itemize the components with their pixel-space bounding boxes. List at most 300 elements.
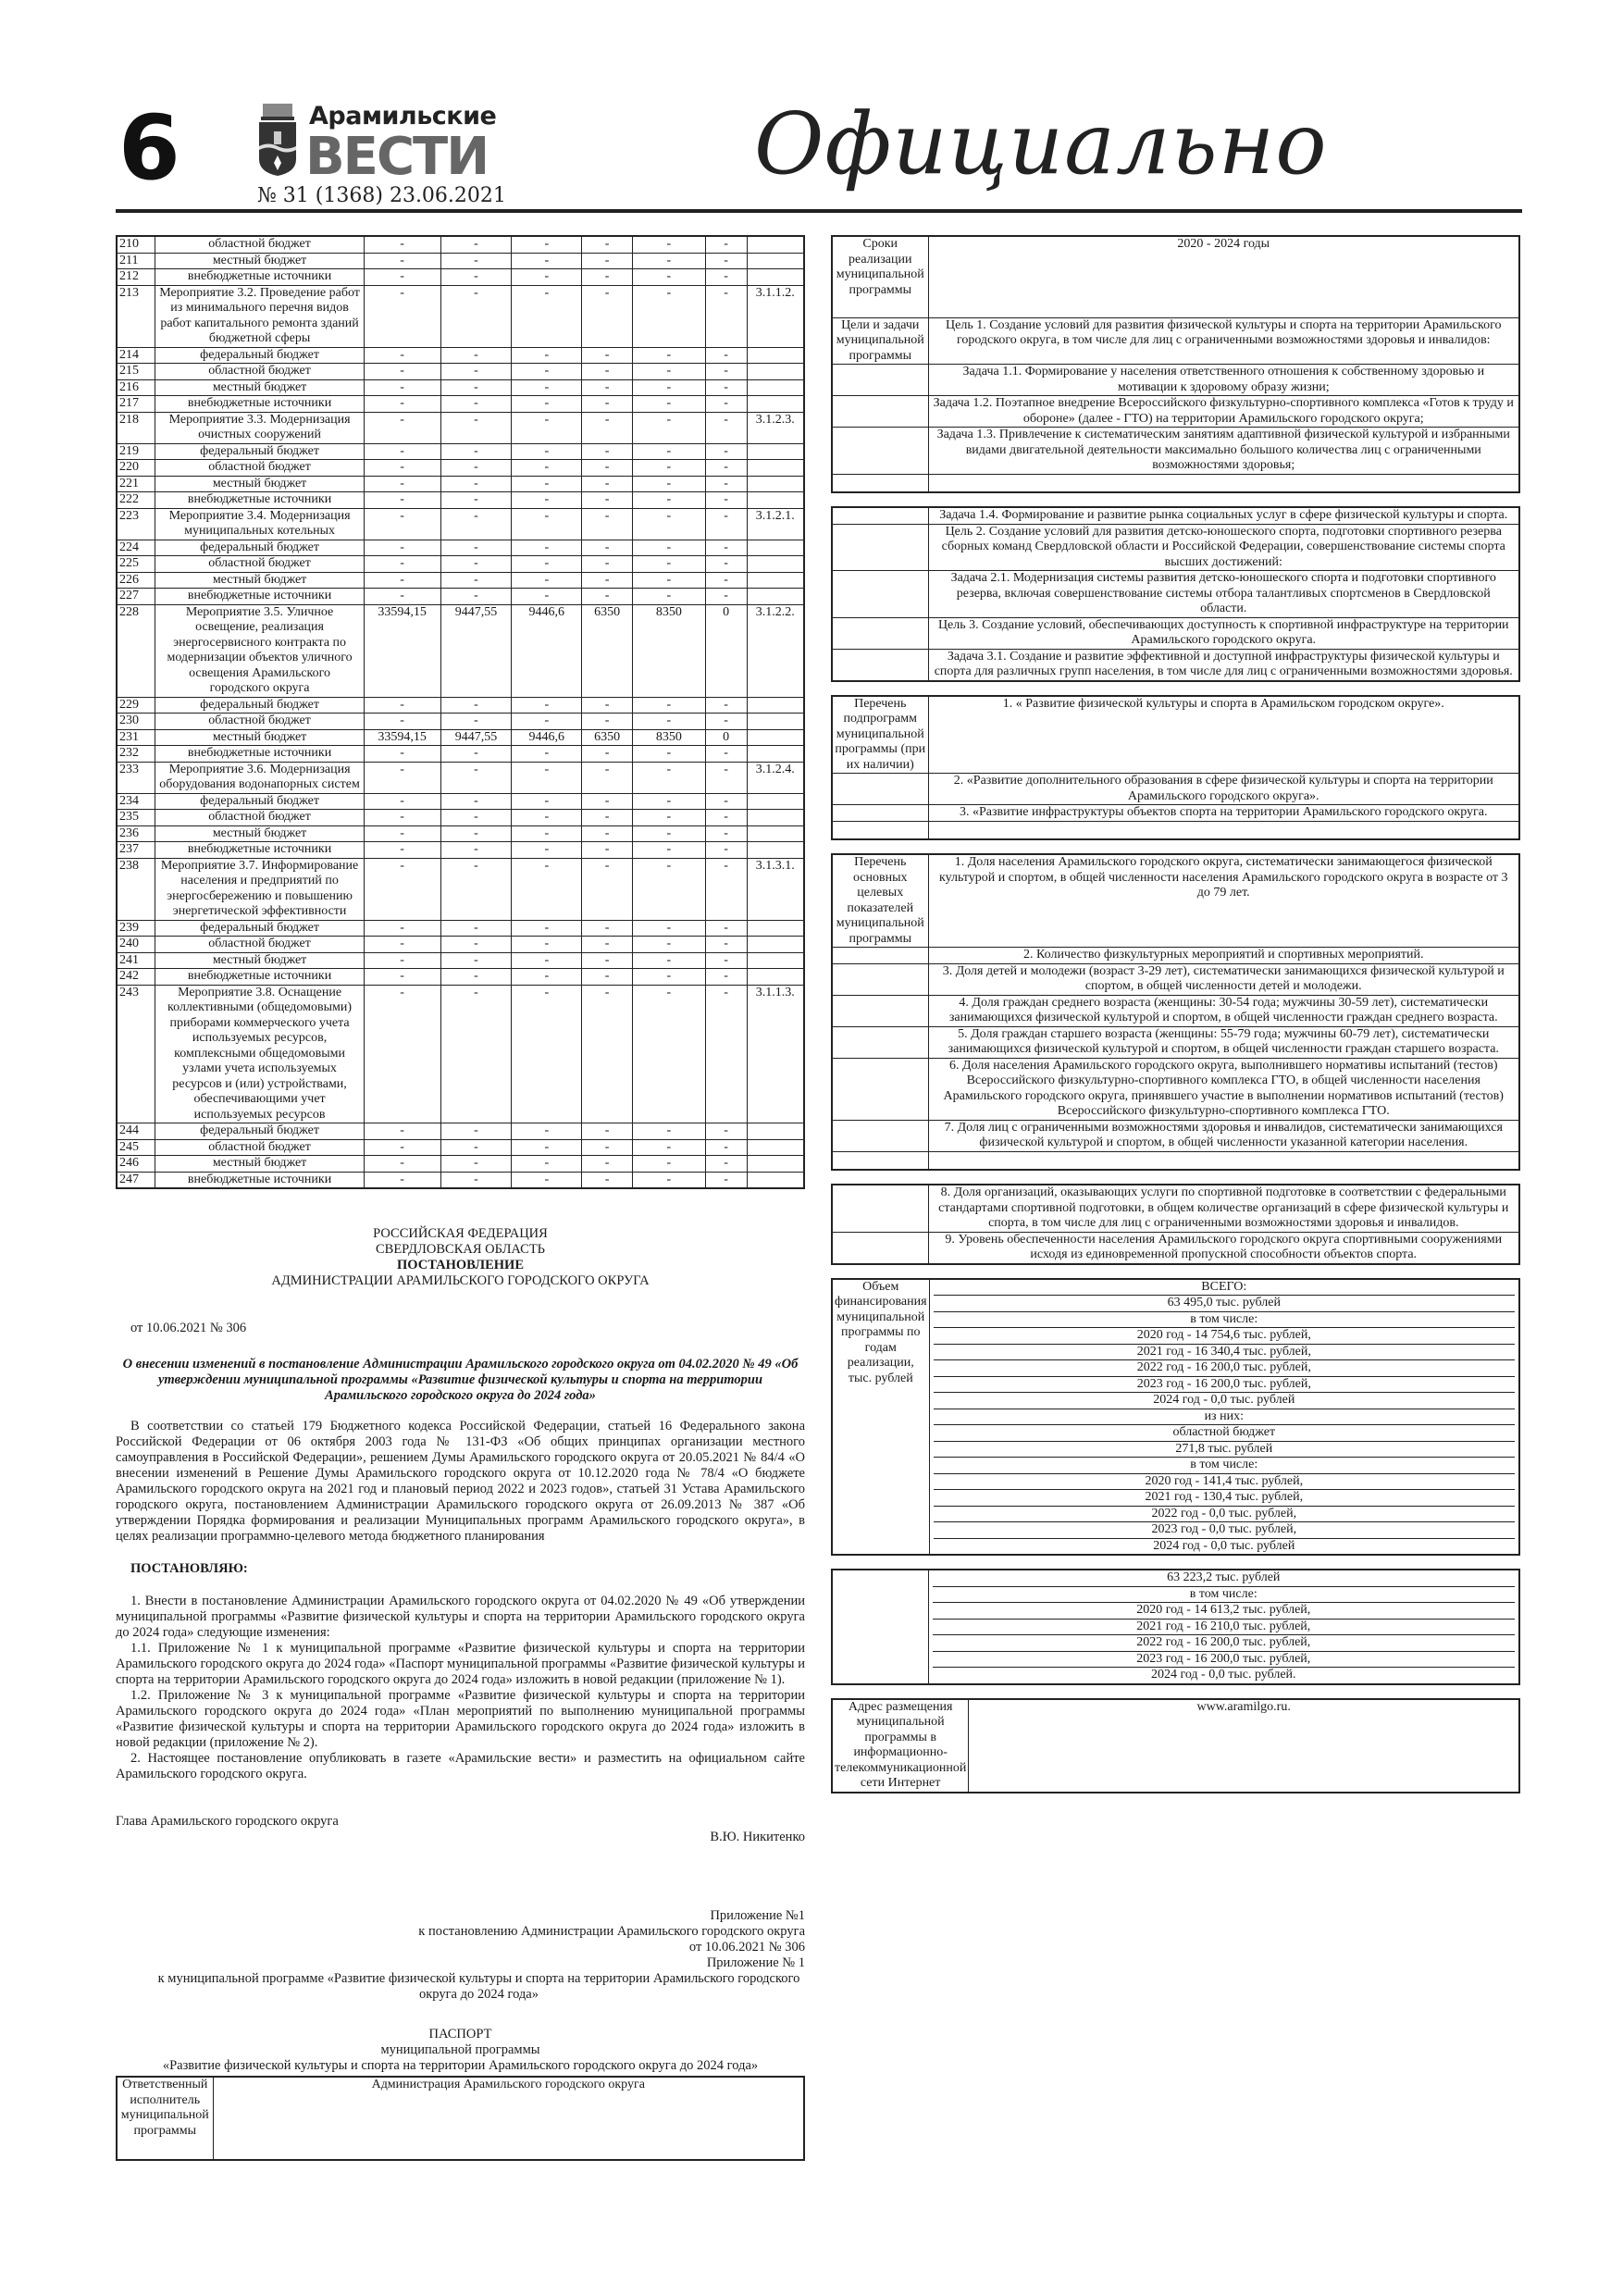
decree-item: 2. Настоящее постановление опубликовать в газете «Арамильские вести» и разместить на официальном сайте Арамильского городского округа.: [116, 1751, 805, 1781]
passport-line: 2020 год - 141,4 тыс. рублей,: [934, 1473, 1515, 1490]
passport-label: [832, 774, 928, 805]
row-target: [747, 937, 804, 953]
passport-table: [831, 235, 1520, 1806]
row-value: -: [582, 1172, 633, 1188]
passport-line: 6. Доля населения Арамильского городского округа, выполнившего нормативы испытаний (тестов) Всероссийского физкультурно-спортивного комплекса ГТО, в общей численности населения Арамильского городского округа, принявшего участие в выполнении нормативов испытаний (тестов) Всероссийского физкультурно-спортивного комплекса ГТО.: [943, 1058, 1504, 1118]
passport-label: [832, 428, 928, 475]
row-value: -: [364, 364, 440, 380]
row-number: 219: [117, 443, 155, 460]
row-value: -: [633, 697, 706, 714]
row-value: -: [633, 572, 706, 589]
table-row: [117, 810, 804, 826]
row-target: 3.1.2.2.: [747, 604, 804, 697]
row-value: -: [440, 810, 512, 826]
row-value: -: [582, 793, 633, 810]
passport-line: 2020 год - 14 754,6 тыс. рублей,: [934, 1327, 1515, 1344]
row-value: -: [440, 969, 512, 986]
passport-line: 2022 год - 16 200,0 тыс. рублей,: [934, 1359, 1515, 1376]
row-value: -: [364, 937, 440, 953]
row-name: областной бюджет: [155, 364, 364, 380]
row-value: -: [633, 952, 706, 969]
decree-preamble: В соответствии со статьей 179 Бюджетного кодекса Российской Федерации, статьей 16 Федерального закона Российской Федерации от 06 октября 2003 года № 131-ФЗ «Об общих принципах организации местного самоуправления в Российской Федерации», решением Думы Арамильского городского округа от 20.05.2021 № 84/4 «О внесении изменений в Решение Думы Арамильского городского округа от 10.12.2020 года № 78/4 «О бюджете Арамильского городского округа на 2021 год и плановый период 2022 и 2023 годов», статьей 31 Устава Арамильского городского округа, постановлением Администрации Арамильского городского округа от 26.09.2013 № 387 «Об утверждении Порядка формирования и реализации Муниципальных программ Арамильского городского округа», в целях реализации программно-целевого метода бюджетного планирования: [116, 1419, 805, 1544]
row-name: федеральный бюджет: [155, 540, 364, 556]
row-value: -: [512, 269, 582, 286]
row-value: -: [705, 347, 747, 364]
row-value: -: [705, 492, 747, 509]
row-value: -: [512, 492, 582, 509]
row-value: -: [633, 443, 706, 460]
passport-label: [832, 1120, 928, 1151]
row-name: местный бюджет: [155, 729, 364, 746]
passport-line: 2022 год - 0,0 тыс. рублей,: [934, 1506, 1515, 1522]
row-name: местный бюджет: [155, 253, 364, 269]
row-number: 233: [117, 762, 155, 793]
row-value: -: [440, 540, 512, 556]
row-value: -: [364, 810, 440, 826]
passport-label: Цели и задачи муниципальной программы: [832, 317, 928, 365]
passport-label: [832, 963, 928, 995]
passport-row: [832, 365, 1519, 396]
row-target: [747, 476, 804, 492]
row-value: -: [582, 858, 633, 920]
table-row: [117, 396, 804, 413]
row-name: Мероприятие 3.3. Модернизация очистных сооружений: [155, 412, 364, 443]
row-value: -: [705, 969, 747, 986]
row-target: [747, 556, 804, 573]
passport-value: [928, 948, 1519, 964]
row-value: -: [440, 412, 512, 443]
row-name: внебюджетные источники: [155, 842, 364, 859]
passport-value: [928, 1026, 1519, 1058]
row-name: местный бюджет: [155, 825, 364, 842]
row-value: -: [440, 589, 512, 605]
row-number: 222: [117, 492, 155, 509]
appendix-line: Приложение №1: [710, 1908, 805, 1923]
row-value: -: [512, 985, 582, 1123]
row-value: -: [633, 412, 706, 443]
row-value: -: [364, 697, 440, 714]
passport-row: [832, 696, 1519, 774]
row-value: -: [705, 364, 747, 380]
row-value: -: [582, 697, 633, 714]
passport-line: Задача 1.2. Поэтапное внедрение Всероссийского физкультурно-спортивного комплекса «Готов к труду и обороне» (далее - ГТО) на территории Арамильского городского округа;: [933, 396, 1514, 426]
row-value: -: [633, 379, 706, 396]
row-number: 240: [117, 937, 155, 953]
passport-line: 63 223,2 тыс. рублей: [1167, 1570, 1281, 1584]
passport-label: [832, 617, 928, 649]
row-value: -: [512, 540, 582, 556]
row-value: -: [512, 762, 582, 793]
row-value: -: [364, 460, 440, 477]
row-value: 33594,15: [364, 604, 440, 697]
passport-block: [831, 1184, 1520, 1265]
passport-line: 3. «Развитие инфраструктуры объектов спорта на территории Арамильского городского округа.: [960, 805, 1488, 819]
row-value: 9446,6: [512, 604, 582, 697]
table-row: [117, 1156, 804, 1173]
passport-label: Перечень основных целевых показателей муниципальной программы: [832, 854, 928, 948]
row-value: -: [633, 825, 706, 842]
row-target: 3.1.2.1.: [747, 508, 804, 540]
coat-of-arms-icon: [257, 104, 298, 178]
row-value: -: [364, 236, 440, 253]
row-value: -: [633, 985, 706, 1123]
passport-row: [832, 617, 1519, 649]
row-value: -: [582, 285, 633, 347]
decree-resolve: ПОСТАНОВЛЯЮ:: [130, 1561, 248, 1576]
row-target: [747, 589, 804, 605]
passport-row: [832, 1185, 1519, 1232]
passport-line: 271,8 тыс. рублей: [934, 1441, 1515, 1458]
row-name: внебюджетные источники: [155, 1172, 364, 1188]
row-value: -: [440, 697, 512, 714]
row-name: федеральный бюджет: [155, 920, 364, 937]
decree-title: О внесении изменений в постановление Администрации Арамильского городского округа от 04.02.2020 № 49 «Об утверждении муниципальной программы «Развитие физической культуры и спорта на территории Арамильского городского округа до 2024 года»: [122, 1357, 799, 1403]
passport-line: из них:: [934, 1409, 1515, 1425]
row-value: -: [364, 746, 440, 763]
row-target: [747, 269, 804, 286]
row-name: федеральный бюджет: [155, 347, 364, 364]
row-value: -: [633, 793, 706, 810]
logo-title-top: Арамильские: [309, 102, 497, 130]
row-value: -: [364, 952, 440, 969]
passport-value: [928, 854, 1519, 948]
row-value: -: [440, 858, 512, 920]
passport-value: [928, 649, 1519, 681]
passport-line: в том числе:: [934, 1311, 1515, 1328]
row-value: 9447,55: [440, 604, 512, 697]
row-value: -: [705, 746, 747, 763]
row-value: -: [512, 1123, 582, 1140]
row-value: -: [364, 476, 440, 492]
passport-label: [832, 507, 928, 524]
row-number: 235: [117, 810, 155, 826]
passport-row: [832, 236, 1519, 317]
passport-label: Перечень подпрограмм муниципальной программы (при их наличии): [832, 696, 928, 774]
row-value: -: [440, 508, 512, 540]
table-row: [117, 952, 804, 969]
passport-line: Задача 3.1. Создание и развитие эффективной и доступной инфраструктуры физической культуры и спорта для различных групп населения, в том числе для лиц с ограниченными возможностями здоровья.: [934, 649, 1513, 678]
row-value: -: [512, 1156, 582, 1173]
responsible-label: Ответственный исполнитель муниципальной программы: [117, 2077, 213, 2160]
passport-value: [969, 1699, 1519, 1793]
row-value: -: [364, 347, 440, 364]
signer-title: Глава Арамильского городского округа: [116, 1814, 339, 1829]
passport-line: 3. Доля детей и молодежи (возраст 3-29 лет), систематически занимающихся физической культурой и спортом, в общей численности детей и молодежи.: [942, 963, 1505, 993]
passport-value: [928, 1185, 1519, 1232]
table-row: [117, 476, 804, 492]
row-value: -: [440, 460, 512, 477]
row-value: -: [705, 810, 747, 826]
signer-name: В.Ю. Никитенко: [710, 1830, 805, 1844]
row-value: -: [705, 236, 747, 253]
row-value: 33594,15: [364, 729, 440, 746]
row-value: -: [705, 714, 747, 730]
row-value: -: [364, 492, 440, 509]
row-value: -: [582, 572, 633, 589]
passport-line: 2024 год - 0,0 тыс. рублей: [934, 1392, 1515, 1409]
row-value: -: [705, 572, 747, 589]
row-target: [747, 825, 804, 842]
passport-row: [832, 1699, 1519, 1793]
row-value: -: [633, 364, 706, 380]
row-target: [747, 492, 804, 509]
row-name: федеральный бюджет: [155, 1123, 364, 1140]
passport-value: [928, 524, 1519, 571]
row-number: 236: [117, 825, 155, 842]
passport-row: [832, 774, 1519, 805]
decree-date: от 10.06.2021 № 306: [130, 1321, 247, 1335]
row-value: -: [633, 589, 706, 605]
passport-label: [832, 649, 928, 681]
row-value: -: [440, 714, 512, 730]
row-number: 239: [117, 920, 155, 937]
row-target: [747, 810, 804, 826]
row-number: 238: [117, 858, 155, 920]
row-name: местный бюджет: [155, 572, 364, 589]
row-value: -: [512, 253, 582, 269]
passport-line: Задача 1.4. Формирование и развитие рынка социальных услуг в сфере физической культуры и спорта.: [939, 508, 1508, 522]
row-value: -: [364, 508, 440, 540]
passport-label: [832, 571, 928, 618]
row-target: [747, 714, 804, 730]
row-value: 8350: [633, 604, 706, 697]
row-value: -: [582, 253, 633, 269]
appendix-line: к постановлению Администрации Арамильского городского округа: [418, 1924, 805, 1939]
row-value: -: [364, 858, 440, 920]
row-value: -: [440, 379, 512, 396]
row-target: [747, 746, 804, 763]
row-name: Мероприятие 3.2. Проведение работ из минимального перечня видов работ капитального ремонта зданий бюджетной сферы: [155, 285, 364, 347]
empty-cell: [832, 1151, 928, 1170]
table-row: [117, 604, 804, 697]
passport-line: 2020 - 2024 годы: [1177, 237, 1270, 251]
row-value: -: [705, 920, 747, 937]
row-value: -: [582, 969, 633, 986]
row-value: -: [440, 253, 512, 269]
row-value: -: [512, 412, 582, 443]
table-row: [117, 508, 804, 540]
row-value: -: [512, 508, 582, 540]
row-value: -: [582, 825, 633, 842]
decree-heading-2: СВЕРДЛОВСКАЯ ОБЛАСТЬ: [375, 1242, 546, 1257]
decree-item: 1.1. Приложение № 1 к муниципальной программе «Развитие физической культуры и спорта на территории Арамильского городского округа до 2024 года» «Паспорт муниципальной программы «Развитие физической культуры и спорта на территории Арамильского городского округа до 2024 года» изложить в новой редакции (приложение № 1).: [116, 1641, 805, 1687]
row-value: -: [705, 476, 747, 492]
row-value: -: [512, 572, 582, 589]
passport-block: [831, 1698, 1520, 1793]
row-value: -: [364, 762, 440, 793]
table-row: [117, 269, 804, 286]
row-value: -: [633, 762, 706, 793]
row-number: 246: [117, 1156, 155, 1173]
row-target: [747, 379, 804, 396]
empty-row: [832, 1151, 1519, 1170]
passport-row: [832, 995, 1519, 1026]
row-value: -: [512, 364, 582, 380]
logo-title-bottom: ВЕСТИ: [305, 127, 489, 187]
passport-label: Объем финансирования муниципальной программы по годам реализации, тыс. рублей: [832, 1279, 929, 1556]
row-number: 244: [117, 1123, 155, 1140]
row-name: местный бюджет: [155, 476, 364, 492]
row-value: -: [705, 793, 747, 810]
row-value: -: [364, 253, 440, 269]
row-value: -: [582, 508, 633, 540]
row-value: -: [633, 1139, 706, 1156]
row-target: [747, 969, 804, 986]
row-name: внебюджетные источники: [155, 746, 364, 763]
passport-row: [832, 1026, 1519, 1058]
row-name: внебюджетные источники: [155, 969, 364, 986]
passport-value: [928, 696, 1519, 774]
passport-program: «Развитие физической культуры и спорта на территории Арамильского городского округа до 2024 года»: [162, 2058, 759, 2073]
row-name: федеральный бюджет: [155, 443, 364, 460]
row-value: -: [705, 412, 747, 443]
row-value: -: [633, 842, 706, 859]
passport-label: [832, 1026, 928, 1058]
row-value: 0: [705, 729, 747, 746]
row-target: 3.1.2.3.: [747, 412, 804, 443]
row-value: -: [364, 1123, 440, 1140]
row-value: -: [582, 556, 633, 573]
row-value: 9447,55: [440, 729, 512, 746]
row-number: 216: [117, 379, 155, 396]
passport-value: [928, 963, 1519, 995]
header-divider: [116, 209, 1522, 213]
row-target: [747, 842, 804, 859]
row-value: -: [364, 269, 440, 286]
row-value: -: [440, 825, 512, 842]
row-value: -: [633, 476, 706, 492]
passport-line: 1. « Развитие физической культуры и спорта в Арамильском городском округе».: [1002, 696, 1444, 711]
table-row: [117, 589, 804, 605]
table-row: [117, 1123, 804, 1140]
row-number: 213: [117, 285, 155, 347]
row-value: -: [440, 556, 512, 573]
row-number: 231: [117, 729, 155, 746]
row-value: -: [633, 556, 706, 573]
row-value: -: [633, 1156, 706, 1173]
row-value: -: [440, 236, 512, 253]
row-number: 229: [117, 697, 155, 714]
passport-block: [831, 506, 1520, 682]
row-value: -: [633, 937, 706, 953]
row-value: -: [364, 396, 440, 413]
row-name: областной бюджет: [155, 1139, 364, 1156]
row-value: -: [582, 746, 633, 763]
row-value: -: [633, 746, 706, 763]
passport-line: 2021 год - 16 210,0 тыс. рублей,: [933, 1619, 1516, 1635]
row-value: -: [633, 396, 706, 413]
table-row: [117, 379, 804, 396]
row-value: -: [705, 952, 747, 969]
appendix-line: к муниципальной программе «Развитие физической культуры и спорта на территории Арамильского городского округа до 2024 года»: [157, 1971, 800, 2002]
appendix-note: [116, 1908, 805, 2003]
row-number: 230: [117, 714, 155, 730]
passport-value: [928, 995, 1519, 1026]
row-value: -: [440, 285, 512, 347]
passport-row: [832, 317, 1519, 365]
row-value: -: [512, 697, 582, 714]
passport-value: [928, 236, 1519, 317]
row-value: -: [440, 920, 512, 937]
row-value: -: [633, 236, 706, 253]
passport-value: [928, 365, 1519, 396]
row-value: -: [633, 1172, 706, 1188]
row-value: -: [512, 969, 582, 986]
passport-label: [832, 1185, 928, 1232]
table-row: [117, 540, 804, 556]
row-value: -: [440, 1123, 512, 1140]
row-value: -: [512, 842, 582, 859]
passport-value: [928, 317, 1519, 365]
row-value: -: [582, 236, 633, 253]
section-title: Официально: [754, 94, 1328, 193]
passport-row: [832, 1570, 1519, 1684]
row-number: 212: [117, 269, 155, 286]
row-number: 214: [117, 347, 155, 364]
row-value: -: [512, 556, 582, 573]
row-value: -: [440, 985, 512, 1123]
passport-label: Сроки реализации муниципальной программы: [832, 236, 928, 317]
row-name: Мероприятие 3.6. Модернизация оборудования водонапорных систем: [155, 762, 364, 793]
plan-table: [116, 235, 805, 1189]
passport-line: 2020 год - 14 613,2 тыс. рублей,: [933, 1602, 1516, 1619]
left-column: [116, 235, 805, 2161]
row-value: -: [582, 492, 633, 509]
passport-row: [832, 948, 1519, 964]
row-name: местный бюджет: [155, 379, 364, 396]
passport-line: в том числе:: [933, 1586, 1516, 1603]
row-name: Мероприятие 3.4. Модернизация муниципальных котельных: [155, 508, 364, 540]
row-target: [747, 1139, 804, 1156]
passport-line: 2021 год - 16 340,4 тыс. рублей,: [934, 1344, 1515, 1360]
empty-row: [832, 821, 1519, 839]
row-value: -: [440, 443, 512, 460]
passport-row: [832, 1120, 1519, 1151]
row-target: 3.1.1.3.: [747, 985, 804, 1123]
passport-line: 7. Доля лиц с ограниченными возможностями здоровья и инвалидов, систематически занимающихся физической культурой и спортом, в общей численности указанной категории населения.: [944, 1120, 1503, 1149]
empty-row: [832, 474, 1519, 492]
row-value: -: [440, 1156, 512, 1173]
row-number: 237: [117, 842, 155, 859]
row-value: -: [440, 396, 512, 413]
row-value: -: [705, 985, 747, 1123]
row-target: [747, 920, 804, 937]
empty-cell: [928, 821, 1519, 839]
row-value: -: [512, 589, 582, 605]
row-value: -: [364, 443, 440, 460]
table-row: [117, 920, 804, 937]
row-number: 226: [117, 572, 155, 589]
table-row: [117, 825, 804, 842]
row-name: внебюджетные источники: [155, 589, 364, 605]
issue-number: № 31 (1368) 23.06.2021: [257, 184, 506, 207]
table-row: [117, 285, 804, 347]
row-value: -: [705, 937, 747, 953]
row-value: -: [705, 1123, 747, 1140]
row-value: -: [705, 269, 747, 286]
row-number: 242: [117, 969, 155, 986]
row-number: 210: [117, 236, 155, 253]
row-target: [747, 793, 804, 810]
row-number: 211: [117, 253, 155, 269]
row-target: [747, 540, 804, 556]
row-name: областной бюджет: [155, 236, 364, 253]
passport-line: 2024 год - 0,0 тыс. рублей.: [933, 1667, 1516, 1683]
responsible-value: Администрация Арамильского городского округа: [213, 2077, 804, 2160]
passport-row: [832, 524, 1519, 571]
row-value: -: [512, 952, 582, 969]
row-number: 223: [117, 508, 155, 540]
